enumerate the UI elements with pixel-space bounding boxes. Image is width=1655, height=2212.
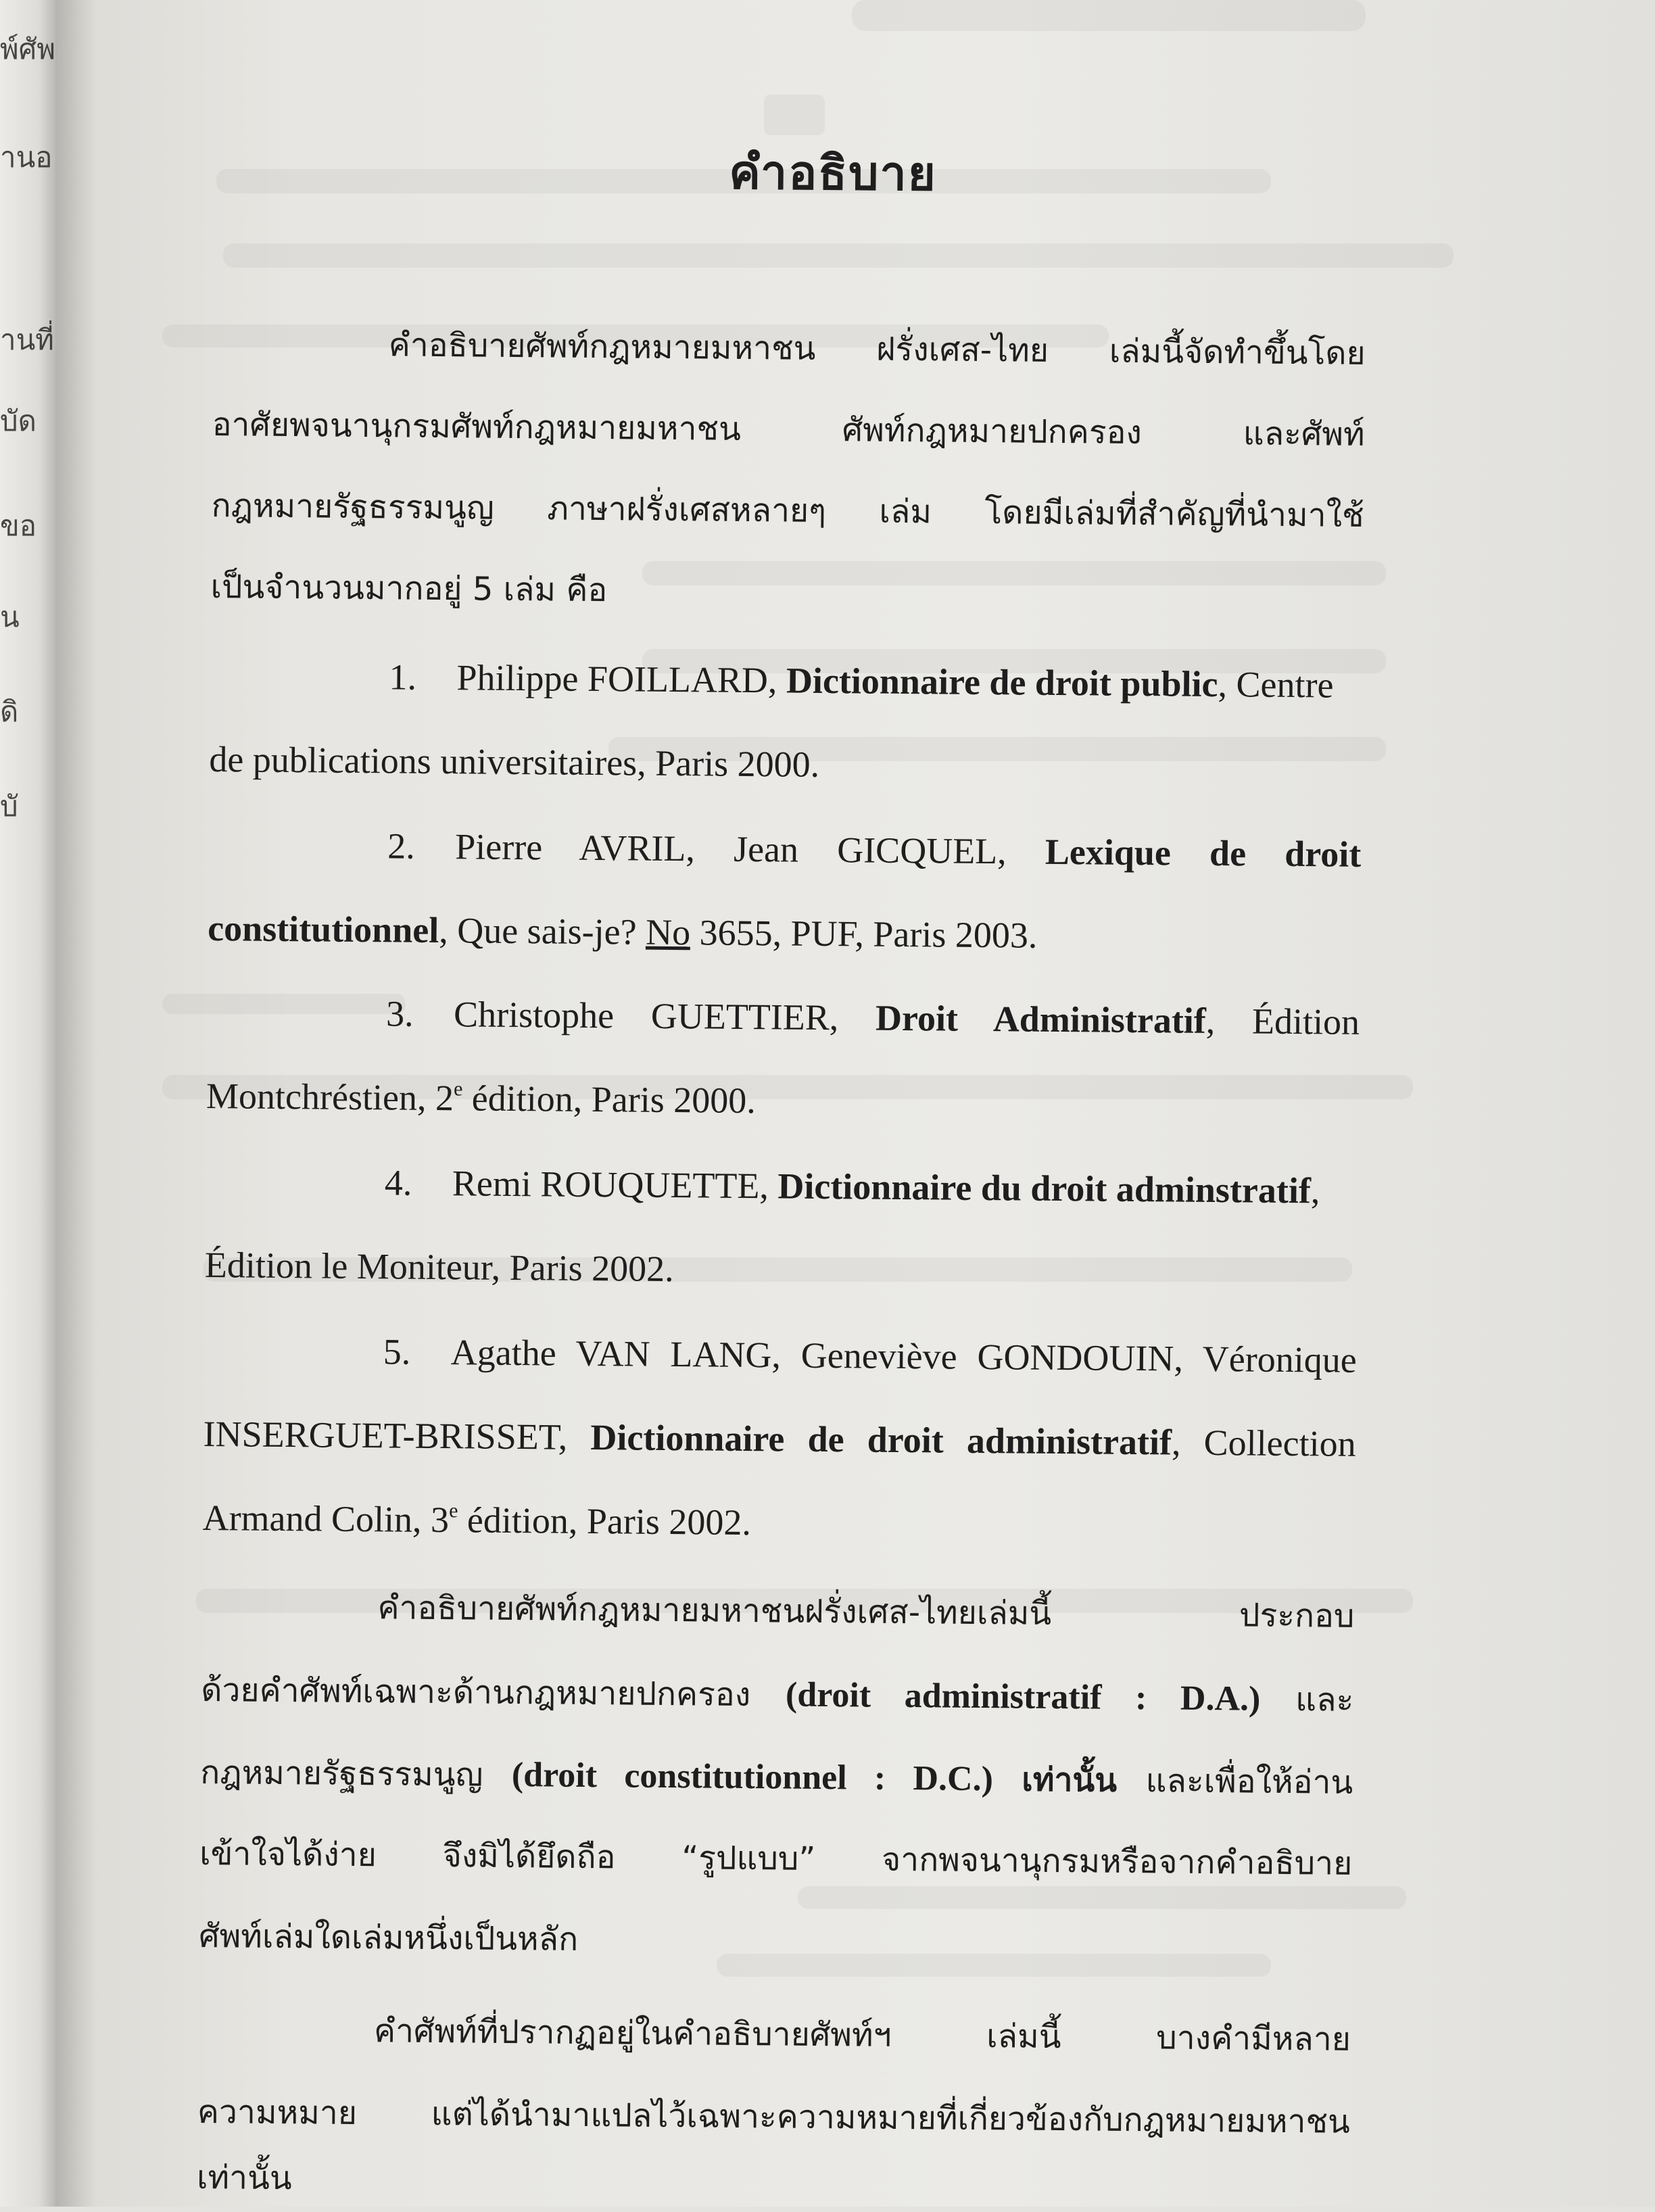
thai-text: ด้วยคำศัพท์เฉพาะด้านกฎหมายปกครอง	[201, 1670, 751, 1714]
reference-author: INSERGUET-BRISSET,	[203, 1413, 568, 1458]
thai-emphasis: เท่านั้น	[1022, 1760, 1118, 1800]
book-page	[173, 0, 1477, 2212]
reference-title: constitutionnel	[207, 908, 439, 951]
reference-publisher: Montchréstien, 2	[206, 1076, 454, 1119]
reference-edition: édition, Paris 2002.	[458, 1499, 752, 1543]
paragraph-line: เข้าใจได้ง่าย จึงมิได้ยึดถือ “รูปแบบ” จากพจนานุกรมหรือจากคำอธิบาย	[199, 1834, 1353, 1883]
reference-line	[455, 828, 1361, 873]
reference-author: Pierre AVRIL, Jean GICQUEL,	[455, 826, 1007, 872]
reference-publisher: 3655, PUF, Paris 2003.	[690, 912, 1038, 956]
intro-line: คำอธิบายศัพท์กฎหมายมหาชน ฝรั่งเศส-ไทย เล่มนี้จัดทำขึ้นโดย	[388, 326, 1366, 372]
number-sign: No	[645, 911, 691, 953]
reference-line: de publications universitaires, Paris 2000.	[209, 739, 820, 785]
gutter-shadow	[55, 0, 96, 2207]
reference-number: 2.	[387, 825, 416, 867]
reference-line	[456, 659, 1362, 704]
reference-line: Édition le Moniteur, Paris 2002.	[204, 1245, 674, 1290]
reference-author: Remi ROUQUETTE,	[452, 1163, 769, 1207]
thai-text: และ	[1295, 1681, 1354, 1719]
reference-publisher: Armand Colin, 3	[202, 1497, 450, 1541]
paragraph-line: ความหมาย แต่ได้นำมาแปลไว้เฉพาะความหมายที่เกี่ยวข้องกับกฎหมายมหาชน	[197, 2092, 1351, 2141]
left-page-fragment: านที่	[0, 323, 54, 356]
reference-title: Dictionnaire de droit public	[786, 660, 1218, 705]
thai-text: และเพื่อให้อ่าน	[1145, 1762, 1353, 1802]
reference-series: , Que sais-je?	[438, 910, 646, 953]
intro-line: อาศัยพจนานุกรมศัพท์กฎหมายมหาชน ศัพท์กฎหมายปกครอง และศัพท์	[212, 406, 1365, 454]
reference-author: Christophe GUETTIER,	[453, 994, 839, 1038]
superscript: e	[453, 1078, 463, 1101]
reference-edition: édition, Paris 2000.	[462, 1078, 757, 1122]
thai-text: กฎหมายรัฐธรรมนูญ	[200, 1753, 483, 1794]
left-page-fragment: ขอ	[0, 509, 37, 542]
left-page-fragment: น	[0, 600, 20, 633]
reference-number: 3.	[385, 993, 414, 1034]
reference-line	[206, 1076, 757, 1122]
reference-title: Droit Administratif	[875, 997, 1207, 1041]
left-page-fragment: พ์ศัพ	[0, 32, 55, 66]
reference-line	[208, 910, 1038, 954]
paragraph-line: เท่านั้น	[196, 2158, 292, 2198]
page-title: คำอธิบาย	[728, 144, 938, 202]
left-page-fragment: บัด	[0, 404, 37, 437]
intro-line: เป็นจำนวนมากอยู่ 5 เล่ม คือ	[210, 568, 608, 610]
reference-title: Dictionnaire de droit administratif	[590, 1416, 1172, 1463]
reference-line	[203, 1413, 1356, 1464]
paragraph-line	[201, 1670, 1354, 1719]
reference-publisher: , Centre	[1218, 664, 1334, 706]
intro-line: กฎหมายรัฐธรรมนูญ ภาษาฝรั่งเศสหลายๆ เล่ม โดยมีเล่มที่สำคัญที่นำมาใช้	[211, 487, 1364, 535]
reference-line: Agathe VAN LANG, Geneviève GONDOUIN, Véronique	[450, 1332, 1357, 1380]
paragraph-line	[200, 1755, 1353, 1800]
french-term: (droit administratif : D.A.)	[785, 1675, 1261, 1718]
reference-publisher: , Édition	[1205, 1000, 1360, 1042]
reference-line	[452, 1165, 1358, 1209]
reference-author: Philippe FOILLARD,	[456, 657, 777, 701]
left-page-fragment: านอ	[0, 141, 53, 174]
french-term: (droit constitutionnel : D.C.)	[511, 1755, 994, 1799]
reference-line	[202, 1499, 751, 1541]
reference-line	[454, 996, 1360, 1040]
reference-publisher: , Collection	[1171, 1422, 1356, 1464]
superscript: e	[449, 1499, 458, 1522]
punctuation: ,	[1310, 1170, 1320, 1211]
reference-title: Lexique de droit	[1045, 831, 1362, 875]
left-page-fragment: บั	[0, 790, 18, 823]
left-page-edge	[0, 0, 55, 2207]
paragraph-line: คำศัพท์ที่ปรากฏอยู่ในคำอธิบายศัพท์ฯ เล่มนี้ บางคำมีหลาย	[373, 2012, 1351, 2059]
paragraph-line: ศัพท์เล่มใดเล่มหนึ่งเป็นหลัก	[198, 1917, 579, 1958]
paragraph-line: คำอธิบายศัพท์กฎหมายมหาชนฝรั่งเศส-ไทยเล่มนี้ ประกอบ	[377, 1589, 1355, 1635]
reference-title: Dictionnaire du droit adminstratif	[777, 1165, 1312, 1211]
left-page-fragment: ดิ	[0, 695, 19, 728]
reference-number: 1.	[389, 656, 417, 698]
reference-number: 5.	[383, 1331, 411, 1372]
reference-number: 4.	[384, 1162, 412, 1203]
